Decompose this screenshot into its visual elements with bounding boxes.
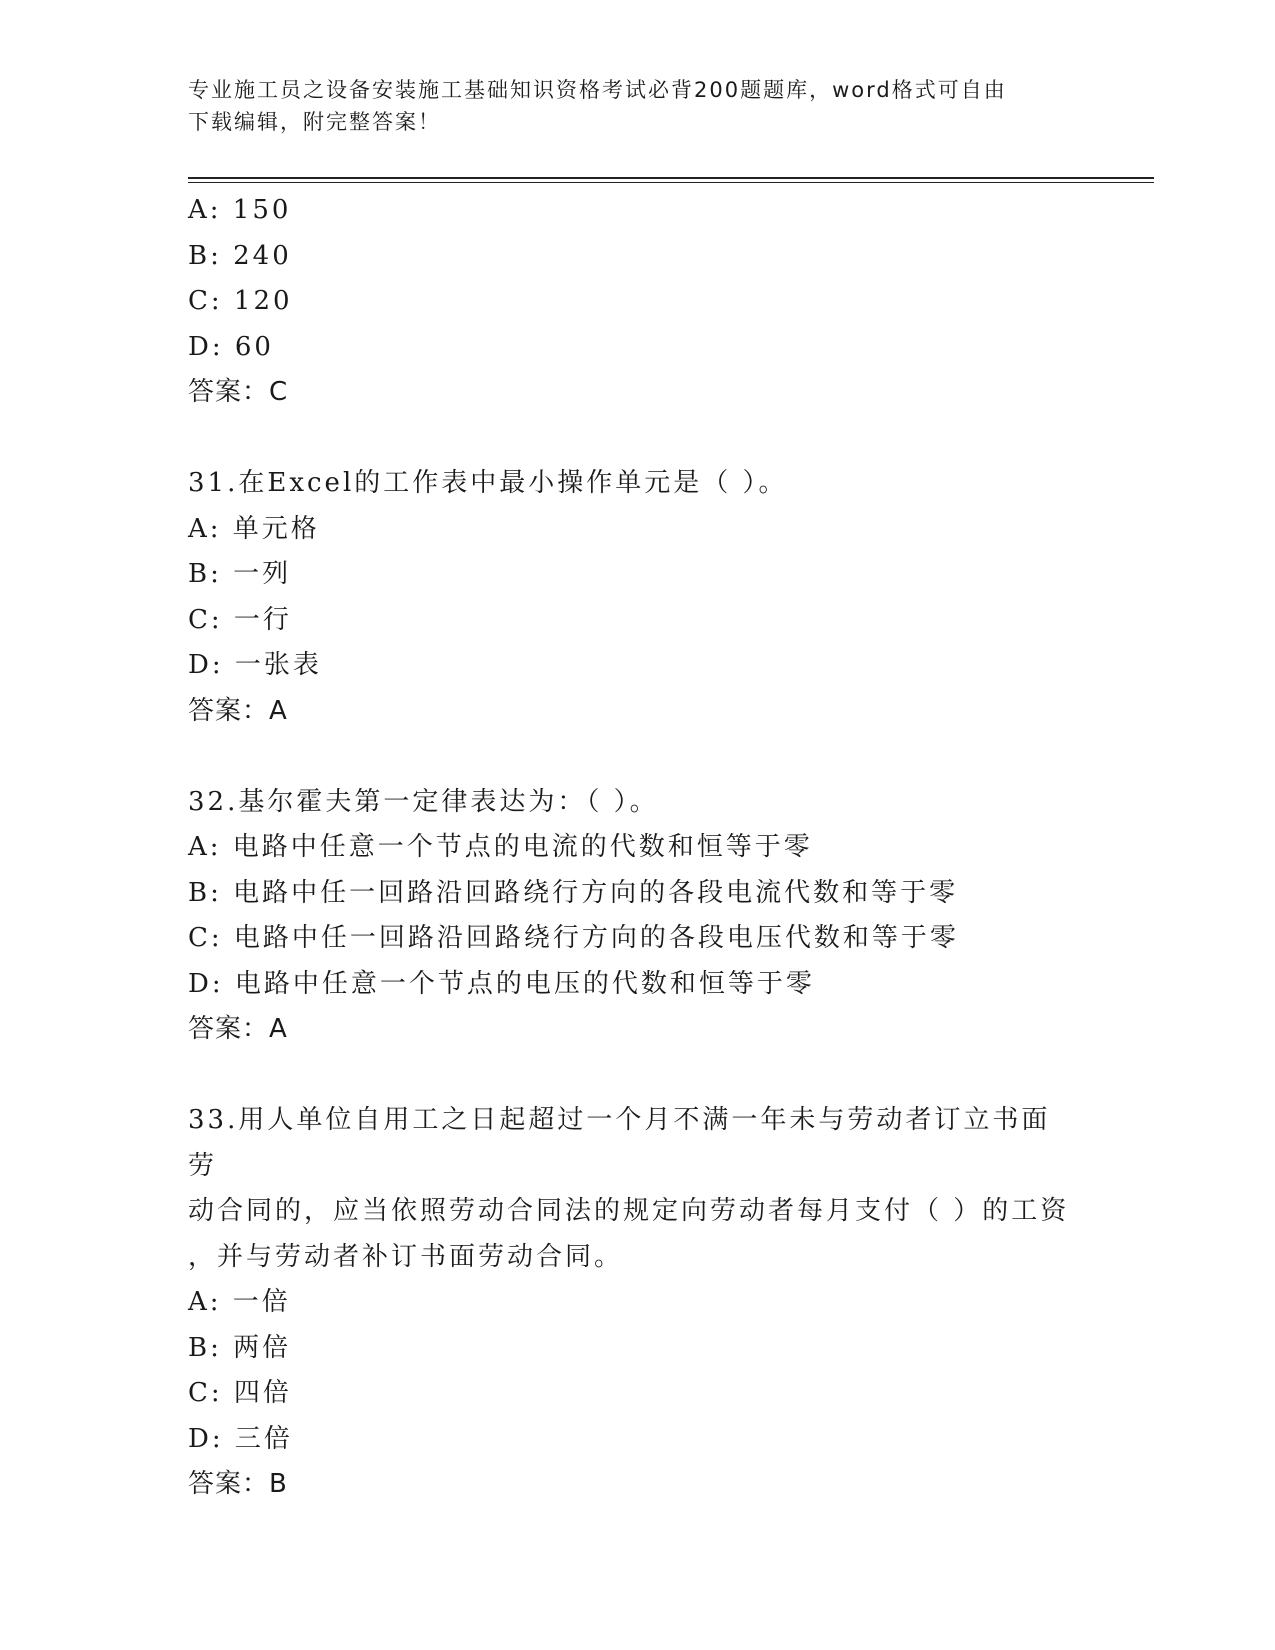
question-33 [188,1098,1088,1508]
question-stem-line-3: ，并与劳动者补订书面劳动合同。 [188,1241,624,1272]
answer-line: 答案：A [188,695,288,726]
option-d: D: 电路中任意一个节点的电压的代数和恒等于零 [188,968,815,999]
question-32 [188,780,1088,1053]
document-header [188,74,1088,138]
spacer [188,1053,1088,1099]
option-c: C: 电路中任一回路沿回路绕行方向的各段电压代数和等于零 [188,923,959,953]
spacer [188,734,1088,780]
option-a: A: 150 [188,195,292,225]
option-a: A: 单元格 [188,513,320,544]
answer-line: 答案：B [188,1469,288,1499]
option-b: B: 电路中任一回路沿回路绕行方向的各段电流代数和等于零 [188,877,959,908]
option-a: A: 一倍 [188,1287,291,1317]
question-31 [188,461,1088,734]
option-b: B: 两倍 [188,1332,292,1363]
option-d: D: 一张表 [188,650,322,680]
question-list [188,188,1088,1508]
option-b: B: 240 [188,240,292,271]
option-c: C: 120 [188,286,293,316]
spacer [188,416,1088,462]
answer-line: 答案：A [188,1014,288,1044]
header-divider-thin [188,182,1154,183]
header-divider-thick [188,177,1154,179]
question-stem-line-2: 动合同的，应当依照劳动合同法的规定向劳动者每月支付（ ）的工资 [188,1196,1070,1226]
question-stem: 32.基尔霍夫第一定律表达为：（ ）。 [188,786,659,817]
option-d: D: 60 [188,331,274,362]
question-stem: 31.在Excel的工作表中最小操作单元是（ ）。 [188,468,788,498]
question-stem-line-1: 33.用人单位自用工之日起超过一个月不满一年未与劳动者订立书面劳 [188,1105,1051,1181]
option-c: C: 四倍 [188,1378,292,1408]
option-d: D: 三倍 [188,1423,293,1454]
option-b: B: 一列 [188,559,292,589]
header-title-line-1: 专业施工员之设备安装施工基础知识资格考试必背200题题库，word格式可自由 [188,78,1007,102]
header-title-line-2: 下载编辑，附完整答案！ [188,110,441,134]
question-30 [188,188,1088,416]
option-a: A: 电路中任意一个节点的电流的代数和恒等于零 [188,832,813,862]
option-c: C: 一行 [188,604,292,635]
question-stem [188,1098,1078,1280]
answer-line: 答案：C [188,377,289,407]
